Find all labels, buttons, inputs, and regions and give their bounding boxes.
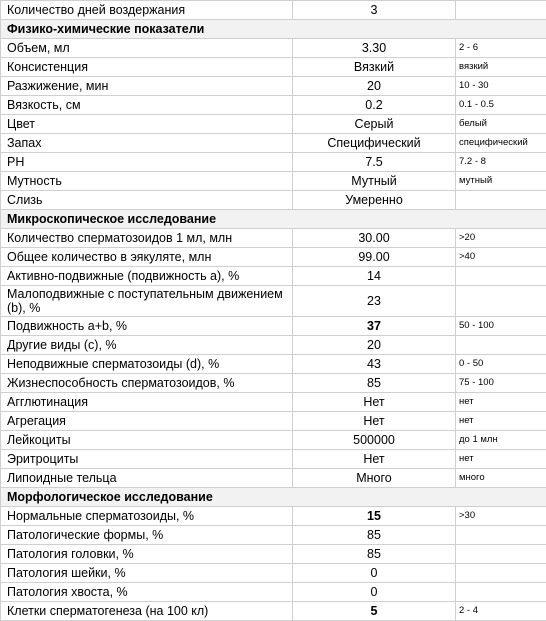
- result-value: 99.00: [293, 248, 456, 267]
- table-row: [1, 134, 546, 153]
- reference-range: [456, 545, 546, 564]
- reference-range: вязкий: [456, 58, 546, 77]
- table-row: [1, 564, 546, 583]
- result-value: Специфический: [293, 134, 456, 153]
- reference-range: нет: [456, 450, 546, 469]
- parameter-name: Запах: [1, 134, 293, 153]
- results-table-body: [1, 1, 546, 621]
- reference-range: специфический: [456, 134, 546, 153]
- parameter-name: Консистенция: [1, 58, 293, 77]
- table-row: [1, 115, 546, 134]
- reference-range: 75 - 100: [456, 374, 546, 393]
- table-row: [1, 336, 546, 355]
- reference-range: [456, 286, 546, 317]
- result-value: Мутный: [293, 172, 456, 191]
- result-value: Нет: [293, 412, 456, 431]
- parameter-name: PH: [1, 153, 293, 172]
- table-row: [1, 39, 546, 58]
- parameter-name: Патологические формы, %: [1, 526, 293, 545]
- result-value: 85: [293, 526, 456, 545]
- table-row: [1, 526, 546, 545]
- table-row: [1, 412, 546, 431]
- reference-range: 2 - 6: [456, 39, 546, 58]
- result-value: 37: [293, 317, 456, 336]
- result-value: 85: [293, 374, 456, 393]
- result-value: 23: [293, 286, 456, 317]
- parameter-name: Нормальные сперматозоиды, %: [1, 507, 293, 526]
- parameter-name: Разжижение, мин: [1, 77, 293, 96]
- result-value: 0: [293, 564, 456, 583]
- parameter-name: Мутность: [1, 172, 293, 191]
- parameter-name: Лейкоциты: [1, 431, 293, 450]
- reference-range: [456, 1, 546, 20]
- section-header-row: [1, 210, 546, 229]
- reference-range: >30: [456, 507, 546, 526]
- table-row: [1, 431, 546, 450]
- table-row: [1, 286, 546, 317]
- table-row: [1, 153, 546, 172]
- table-row: [1, 229, 546, 248]
- reference-range: 7.2 - 8: [456, 153, 546, 172]
- reference-range: нет: [456, 393, 546, 412]
- parameter-name: Клетки сперматогенеза (на 100 кл): [1, 602, 293, 621]
- table-row: [1, 583, 546, 602]
- result-value: Вязкий: [293, 58, 456, 77]
- table-row: [1, 96, 546, 115]
- parameter-name: Общее количество в эякуляте, млн: [1, 248, 293, 267]
- section-title: Морфологическое исследование: [1, 488, 546, 507]
- parameter-name: Количество дней воздержания: [1, 1, 293, 20]
- table-row: [1, 545, 546, 564]
- parameter-name: Вязкость, см: [1, 96, 293, 115]
- reference-range: до 1 млн: [456, 431, 546, 450]
- table-row: [1, 355, 546, 374]
- reference-range: белый: [456, 115, 546, 134]
- reference-range: мутный: [456, 172, 546, 191]
- result-value: 0.2: [293, 96, 456, 115]
- parameter-name: Агрегация: [1, 412, 293, 431]
- parameter-name: Патология хвоста, %: [1, 583, 293, 602]
- section-title: Микроскопическое исследование: [1, 210, 546, 229]
- parameter-name: Жизнеспособность сперматозоидов, %: [1, 374, 293, 393]
- section-header-row: [1, 20, 546, 39]
- reference-range: 0 - 50: [456, 355, 546, 374]
- result-value: Нет: [293, 393, 456, 412]
- result-value: Серый: [293, 115, 456, 134]
- result-value: 5: [293, 602, 456, 621]
- reference-range: нет: [456, 412, 546, 431]
- result-value: 3.30: [293, 39, 456, 58]
- reference-range: [456, 526, 546, 545]
- parameter-name: Эритроциты: [1, 450, 293, 469]
- table-row: [1, 602, 546, 621]
- parameter-name: Патология головки, %: [1, 545, 293, 564]
- result-value: Много: [293, 469, 456, 488]
- table-row: [1, 191, 546, 210]
- result-value: 20: [293, 336, 456, 355]
- parameter-name: Другие виды (с), %: [1, 336, 293, 355]
- section-header-row: [1, 488, 546, 507]
- reference-range: [456, 267, 546, 286]
- parameter-name: Подвижность а+b, %: [1, 317, 293, 336]
- parameter-name: Малоподвижные с поступательным движением (b), %: [1, 286, 293, 317]
- result-value: 7.5: [293, 153, 456, 172]
- reference-range: 50 - 100: [456, 317, 546, 336]
- reference-range: >40: [456, 248, 546, 267]
- reference-range: 10 - 30: [456, 77, 546, 96]
- table-row: [1, 248, 546, 267]
- result-value: 43: [293, 355, 456, 374]
- table-row: [1, 172, 546, 191]
- table-row: [1, 1, 546, 20]
- result-value: Умеренно: [293, 191, 456, 210]
- reference-range: 2 - 4: [456, 602, 546, 621]
- parameter-name: Активно-подвижные (подвижность а), %: [1, 267, 293, 286]
- parameter-name: Липоидные тельца: [1, 469, 293, 488]
- result-value: 15: [293, 507, 456, 526]
- parameter-name: Слизь: [1, 191, 293, 210]
- table-row: [1, 77, 546, 96]
- parameter-name: Цвет: [1, 115, 293, 134]
- table-row: [1, 469, 546, 488]
- reference-range: [456, 336, 546, 355]
- result-value: 14: [293, 267, 456, 286]
- reference-range: много: [456, 469, 546, 488]
- reference-range: [456, 583, 546, 602]
- table-row: [1, 450, 546, 469]
- reference-range: >20: [456, 229, 546, 248]
- section-title: Физико-химические показатели: [1, 20, 546, 39]
- result-value: 0: [293, 583, 456, 602]
- parameter-name: Патология шейки, %: [1, 564, 293, 583]
- table-row: [1, 507, 546, 526]
- reference-range: 0.1 - 0.5: [456, 96, 546, 115]
- parameter-name: Объем, мл: [1, 39, 293, 58]
- result-value: 20: [293, 77, 456, 96]
- result-value: 30.00: [293, 229, 456, 248]
- result-value: 3: [293, 1, 456, 20]
- table-row: [1, 58, 546, 77]
- result-value: 85: [293, 545, 456, 564]
- reference-range: [456, 564, 546, 583]
- parameter-name: Количество сперматозоидов 1 мл, млн: [1, 229, 293, 248]
- table-row: [1, 374, 546, 393]
- parameter-name: Агглютинация: [1, 393, 293, 412]
- result-value: Нет: [293, 450, 456, 469]
- table-row: [1, 393, 546, 412]
- reference-range: [456, 191, 546, 210]
- table-row: [1, 267, 546, 286]
- parameter-name: Неподвижные сперматозоиды (d), %: [1, 355, 293, 374]
- result-value: 500000: [293, 431, 456, 450]
- table-row: [1, 317, 546, 336]
